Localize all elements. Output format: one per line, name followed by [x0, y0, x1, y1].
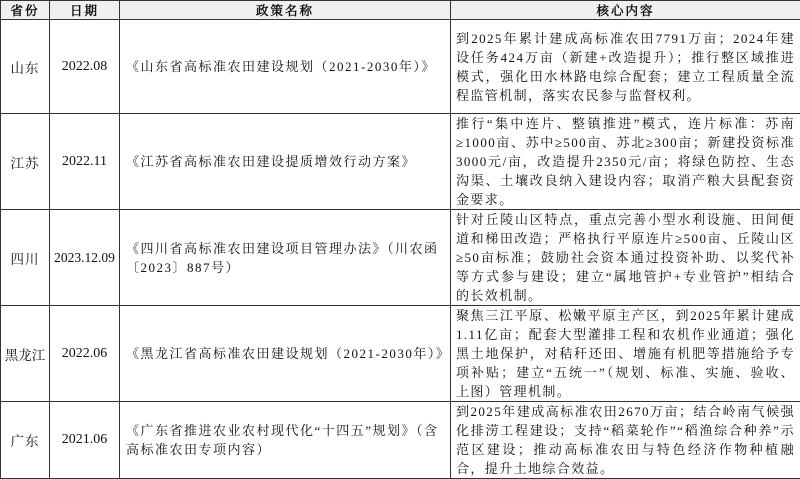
date-cell: 2022.11 [50, 114, 120, 210]
core-content-cell: 推行“集中连片、整镇推进”模式，连片标准：苏南≥1000亩、苏中≥500亩、苏北≥300亩；新建投资标准3000元/亩，改造提升2350元/亩；将绿色防控、生态沟渠、土壤改良纳入建设内容；取消产粮大县配套资金要求。 [451, 114, 800, 210]
core-content-cell: 针对丘陵山区特点，重点完善小型水利设施、田间便道和梯田改造；严格执行平原连片≥500亩、丘陵山区≥50亩标准；鼓励社会资本通过投资补助、以奖代补等方式参与建设；建立“属地管护+专业管护”相结合的长效机制。 [451, 210, 800, 306]
header-policy-name: 政策名称 [120, 1, 451, 20]
policy-name-cell: 《广东省推进农业农村现代化“十四五”规划》（含高标准农田专项内容） [120, 402, 451, 479]
table-row [1, 20, 800, 114]
table-row [1, 210, 800, 306]
policy-name-cell: 《江苏省高标准农田建设提质增效行动方案》 [120, 114, 451, 210]
table-row [1, 402, 800, 479]
date-cell: 2022.06 [50, 306, 120, 402]
table-row [1, 306, 800, 402]
date-cell: 2023.12.09 [50, 210, 120, 306]
province-cell: 山东 [1, 20, 50, 114]
date-cell: 2022.08 [50, 20, 120, 114]
core-content-cell: 到2025年建成高标准农田2670万亩；结合岭南气候强化排涝工程建设；支持“稻菜轮作”“稻渔综合种养”示范区建设；推动高标准农田与特色经济作物种植融合，提升土地综合效益。 [451, 402, 800, 479]
header-core-content: 核心内容 [451, 1, 800, 20]
header-row [1, 1, 800, 20]
province-cell: 广东 [1, 402, 50, 479]
policy-name-cell: 《山东省高标准农田建设规划（2021-2030年）》 [120, 20, 451, 114]
date-cell: 2021.06 [50, 402, 120, 479]
core-content-cell: 到2025年累计建成高标准农田7791万亩；2024年建设任务424万亩（新建+改造提升）；推行整区域推进模式，强化田水林路电综合配套；建立工程质量全流程监管机制，落实农民参与监督权利。 [451, 20, 800, 114]
table-row [1, 114, 800, 210]
core-content-cell: 聚焦三江平原、松嫩平原主产区，到2025年累计建成1.11亿亩；配套大型灌排工程和农机作业通道；强化黑土地保护，对秸秆还田、增施有机肥等措施给予专项补贴；建立“五统一”（规划、标准、实施、验收、上图）管理机制。 [451, 306, 800, 402]
policy-name-cell: 《四川省高标准农田建设项目管理办法》（川农函〔2023〕887号） [120, 210, 451, 306]
province-cell: 江苏 [1, 114, 50, 210]
province-cell: 黑龙江 [1, 306, 50, 402]
header-province: 省份 [1, 1, 50, 20]
policy-name-cell: 《黑龙江省高标准农田建设规划（2021-2030年）》 [120, 306, 451, 402]
province-cell: 四川 [1, 210, 50, 306]
header-date: 日期 [50, 1, 120, 20]
